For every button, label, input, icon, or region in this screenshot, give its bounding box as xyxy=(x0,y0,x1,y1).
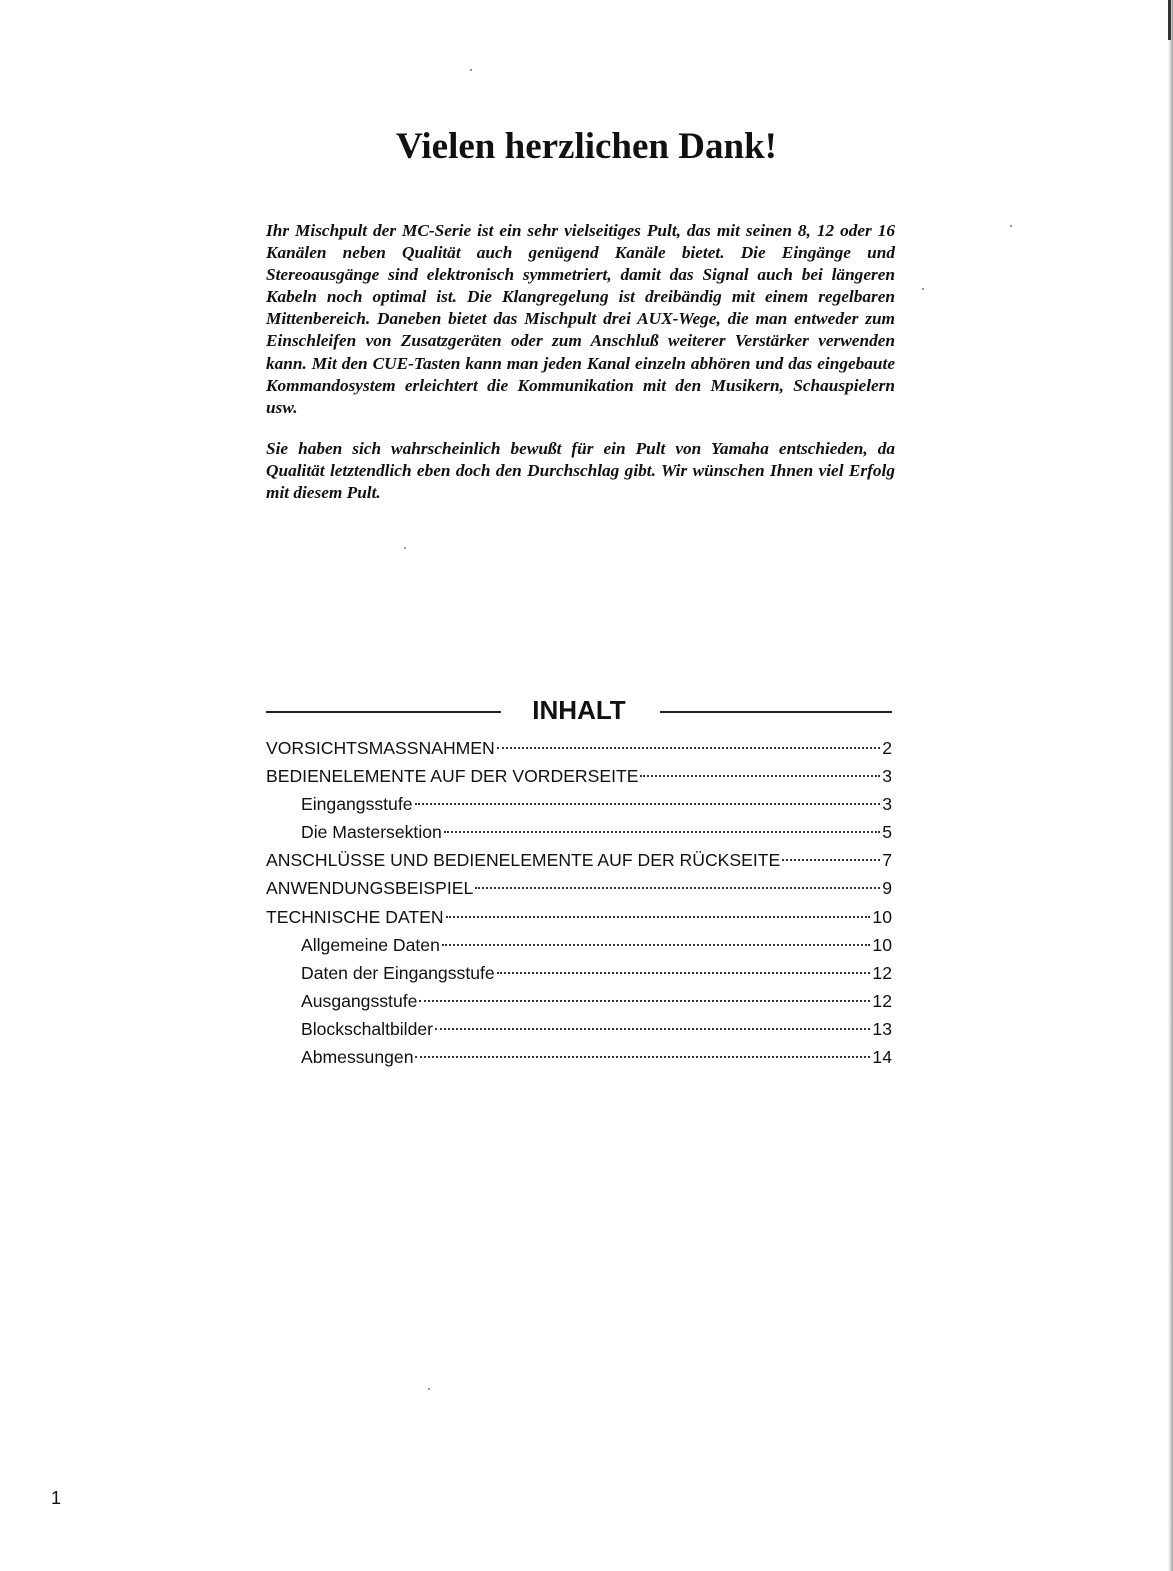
toc-entry xyxy=(266,762,892,790)
toc-entry-page: 10 xyxy=(872,934,892,955)
toc-entry-label: ANSCHLÜSSE UND BEDIENELEMENTE AUF DER RÜCKSEITE xyxy=(266,850,781,871)
toc-entry-page: 3 xyxy=(882,766,892,787)
toc-dot-leader xyxy=(640,775,880,777)
toc-entry xyxy=(266,1043,892,1071)
toc-entry xyxy=(266,987,892,1015)
toc-entry-label: Allgemeine Daten xyxy=(301,934,440,955)
toc-entry-page: 10 xyxy=(872,906,892,927)
intro-paragraph-1: Ihr Mischpult der MC-Serie ist ein sehr vielseitiges Pult, das mit seinen 8, 12 oder 16 Kanälen neben Qualität auch genügend Kanäle bietet. Die Eingänge und Stereoausgänge sind elektronisch symmetriert, damit das Signal auch bei längeren Kabeln noch optimal ist. Die Klangregelung ist dreibändig mit einem regelbaren Mittenbereich. Daneben bietet das Mischpult drei AUX-Wege, die man entweder zum Einschleifen von Zusatzgeräten oder zum Anschluß weiterer Verstärker verwenden kann. Mit den CUE-Tasten kann man jeden Kanal einzeln abhören und das eingebaute Kommandosystem erleichtert die Kommunikation mit den Musikern, Schauspielern usw. xyxy=(266,221,895,417)
toc-entry-page: 3 xyxy=(882,794,892,815)
toc-heading: INHALT xyxy=(532,695,626,725)
toc-entry-page: 13 xyxy=(872,1018,892,1039)
toc-entry xyxy=(266,734,892,762)
toc-dot-leader xyxy=(497,972,871,974)
toc-entry-page: 12 xyxy=(872,990,892,1011)
toc-entry-page: 12 xyxy=(872,962,892,983)
scan-edge-shadow xyxy=(1168,0,1173,1571)
toc-entry-page: 2 xyxy=(882,738,892,758)
page-title: Vielen herzlichen Dank! xyxy=(396,126,777,167)
toc-entry-label: Die Mastersektion xyxy=(301,822,442,843)
toc-entry xyxy=(266,818,892,846)
scan-edge-mark xyxy=(1168,0,1171,40)
toc-entry xyxy=(266,903,892,931)
toc-dot-leader xyxy=(446,916,871,918)
toc-entry xyxy=(266,1015,892,1043)
page-number: 1 xyxy=(51,1488,62,1508)
toc-entry xyxy=(266,790,892,818)
toc-dot-leader xyxy=(442,944,871,946)
toc-entry-label: Abmessungen xyxy=(301,1047,414,1068)
toc-entry xyxy=(266,931,892,959)
toc-dot-leader xyxy=(497,747,880,749)
toc-dot-leader xyxy=(415,1056,870,1058)
toc-dot-leader xyxy=(444,831,880,833)
toc-rule-right xyxy=(660,711,892,713)
toc-dot-leader xyxy=(475,887,880,889)
toc-entry xyxy=(266,874,892,902)
toc-entry-label: Eingangsstufe xyxy=(301,794,413,815)
toc-dot-leader xyxy=(415,803,881,805)
toc-entry xyxy=(266,959,892,987)
table-of-contents xyxy=(266,734,892,1071)
toc-entry-page: 7 xyxy=(882,850,892,871)
toc-entry-label: BEDIENELEMENTE AUF DER VORDERSEITE xyxy=(266,766,639,787)
intro-paragraph-2: Sie haben sich wahrscheinlich bewußt für ein Pult von Yamaha entschieden, da Qualität letztendlich eben doch den Durchschlag gibt. Wir wünschen Ihnen viel Erfolg mit diesem Pult. xyxy=(266,439,895,503)
scan-speck xyxy=(428,1388,430,1390)
scan-speck xyxy=(470,69,472,71)
toc-entry-label: Ausgangsstufe xyxy=(301,990,418,1011)
toc-entry-label: ANWENDUNGSBEISPIEL xyxy=(266,878,474,899)
toc-dot-leader xyxy=(435,1028,870,1030)
toc-entry-label: Blockschaltbilder xyxy=(301,1018,434,1039)
toc-entry-label: VORSICHTSMASSNAHMEN xyxy=(266,738,495,758)
toc-entry-page: 5 xyxy=(882,822,892,843)
scan-speck xyxy=(404,547,406,549)
scan-speck xyxy=(1010,225,1012,227)
toc-entry-page: 9 xyxy=(882,878,892,899)
toc-entry-page: 14 xyxy=(872,1047,892,1068)
scan-speck xyxy=(922,288,924,290)
toc-entry-label: Daten der Eingangsstufe xyxy=(301,962,495,983)
toc-entry xyxy=(266,846,892,874)
toc-header xyxy=(266,690,892,730)
toc-dot-leader xyxy=(782,859,880,861)
toc-entry-label: TECHNISCHE DATEN xyxy=(266,906,444,927)
toc-dot-leader xyxy=(419,1000,870,1002)
